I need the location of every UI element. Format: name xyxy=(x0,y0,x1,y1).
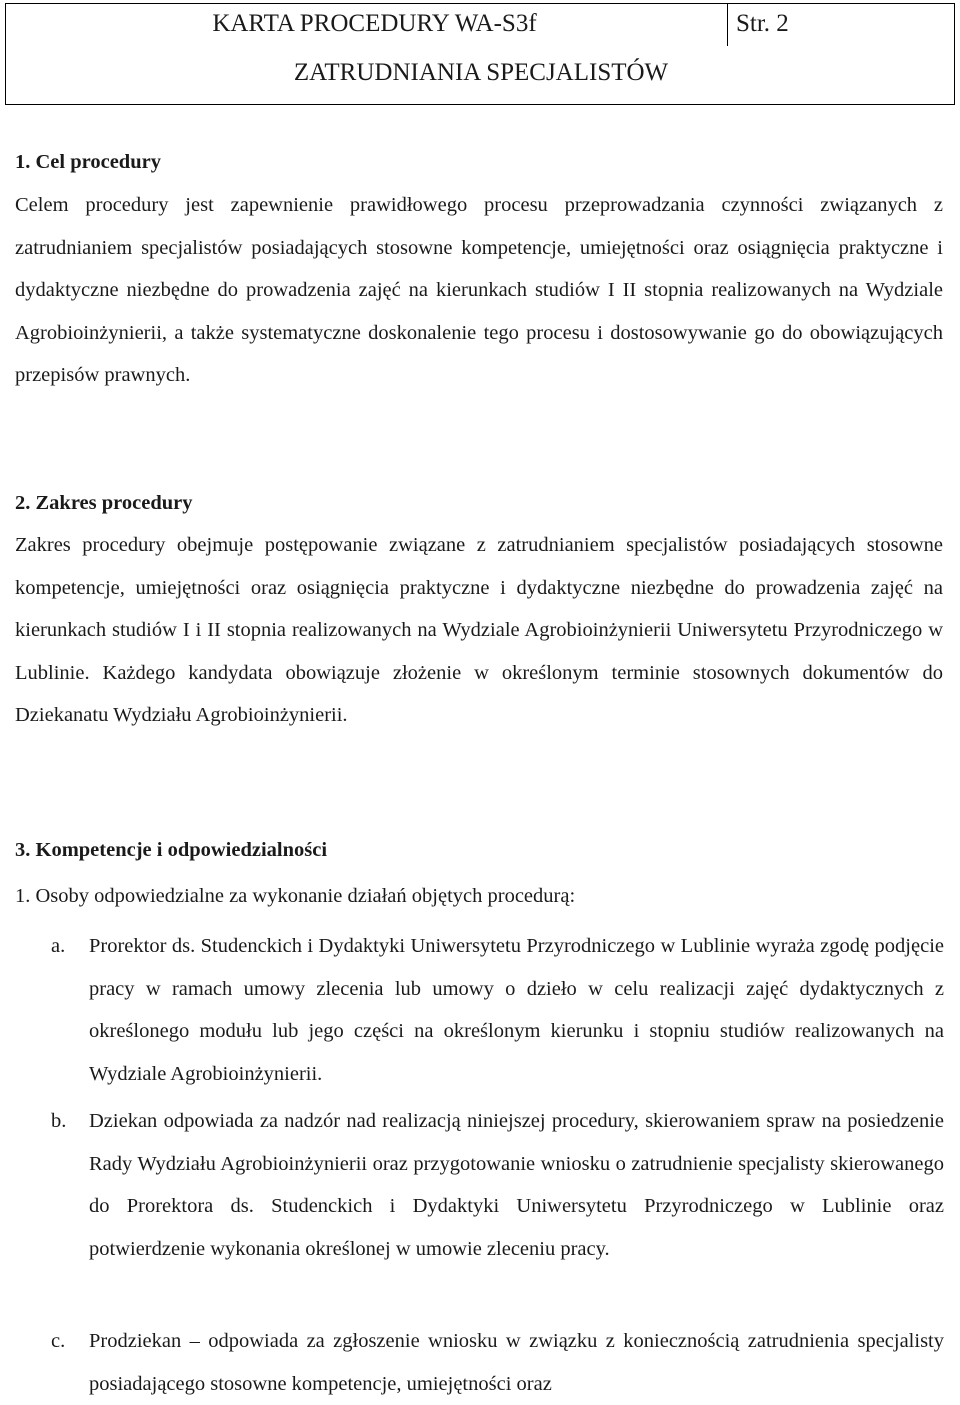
section-1-paragraph: Celem procedury jest zapewnienie prawidłowego procesu przeprowadzania czynności związanych z zatrudnianiem specjalistów posiadających stosowne kompetencje, umiejętności oraz osiągnięcia praktyczne i dydaktyczne niezbędne do prowadzenia zajęć na kierunkach studiów I II stopnia realizowanych na Wydziale Agrobioinżynierii, a także systematyczne doskonalenie tego procesu i dostosowywanie go do obowiązujących przepisów prawnych. xyxy=(15,194,943,386)
document-title: KARTA PROCEDURY WA-S3f xyxy=(212,10,537,37)
document-subtitle: ZATRUDNIANIA SPECJALISTÓW xyxy=(293,59,669,86)
section-2-heading: 2. Zakres procedury xyxy=(15,492,193,514)
section-1-heading: 1. Cel procedury xyxy=(15,151,161,173)
list-item-letter: a. xyxy=(51,935,66,957)
list-item-letter: c. xyxy=(51,1330,66,1352)
list-item-text: Prorektor ds. Studenckich i Dydaktyki Uniwersytetu Przyrodniczego w Lublinie wyraża zgodę podjęcie pracy w ramach umowy zlecenia lub umowy o dzieło w celu realizacji zajęć dydaktycznych z określonego modułu lub jego części na określonym kierunku i stopniu studiów realizowanych na Wydziale Agrobioinżynierii. xyxy=(89,935,944,1085)
section-3-intro: 1. Osoby odpowiedzialne za wykonanie działań objętych procedurą: xyxy=(15,885,576,907)
section-3-heading: 3. Kompetencje i odpowiedzialności xyxy=(15,839,328,861)
document-header xyxy=(5,3,955,105)
list-item-text: Dziekan odpowiada za nadzór nad realizacją niniejszej procedury, skierowaniem spraw na posiedzenie Rady Wydziału Agrobioinżynierii oraz przygotowanie wniosku o zatrudnienie specjalisty skierowanego do Prorektora ds. Studenckich i Dydaktyki Uniwersytetu Przyrodniczego w Lublinie oraz potwierdzenie wykonania określonej w umowie zleceniu pracy. xyxy=(89,1110,944,1260)
page-number: Str. 2 xyxy=(736,10,789,37)
section-2-paragraph: Zakres procedury obejmuje postępowanie związane z zatrudnianiem specjalistów posiadających stosowne kompetencje, umiejętności oraz osiągnięcia praktyczne i dydaktyczne niezbędne do prowadzenia zajęć na kierunkach studiów I i II stopnia realizowanych na Wydziale Agrobioinżynierii Uniwersytetu Przyrodniczego w Lublinie. Każdego kandydata obowiązuje złożenie w określonym terminie stosownych dokumentów do Dziekanatu Wydziału Agrobioinżynierii. xyxy=(15,534,943,726)
list-item-text: Prodziekan – odpowiada za zgłoszenie wniosku w związku z koniecznością zatrudnienia specjalisty posiadającego stosowne kompetencje, umiejętności oraz xyxy=(89,1330,944,1395)
header-divider xyxy=(727,4,728,46)
list-item-letter: b. xyxy=(51,1110,67,1132)
